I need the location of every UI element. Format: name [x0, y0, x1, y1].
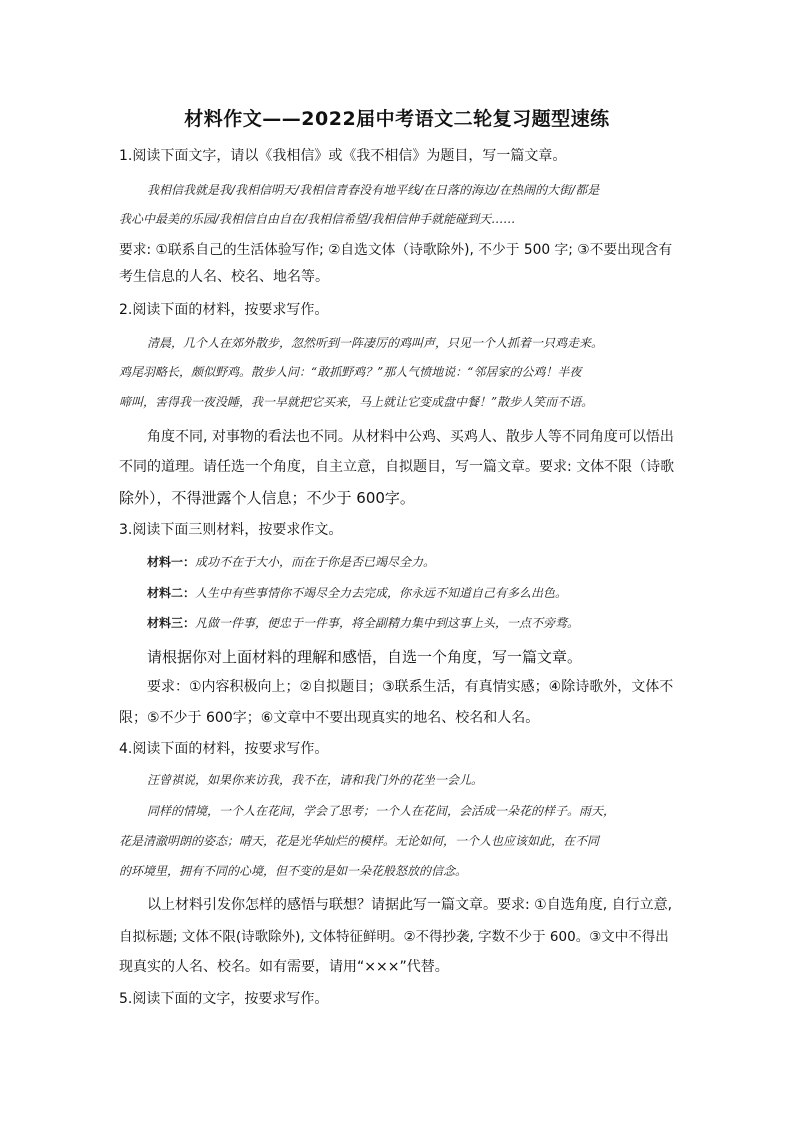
question-2-prompt: 2.阅读下面的材料，按要求写作。: [119, 302, 329, 318]
question-4-material-line: 花是清澈明朗的姿态；晴天，花是光华灿烂的模样。无论如何，一个人也应该如此，在不同: [119, 834, 600, 848]
question-2-material-line: 啼叫，害得我一夜没睡，我一早就把它买来，马上就让它变成盘中餐！”散步人笑而不语。: [119, 395, 594, 409]
question-1-material-line: 我心中最美的乐园/我相信自由自在/我相信希望/我相信伸手就能碰到天……: [119, 212, 516, 226]
question-2-material-line: 清晨，几个人在郊外散步，忽然听到一阵凄厉的鸡叫声，只见一个人抓着一只鸡走来。: [147, 336, 604, 350]
question-4-material-line: 的环境里，拥有不同的心境，但不变的是如一朵花般怒放的信念。: [119, 864, 468, 878]
question-2-material-line: 鸡尾羽略长，颇似野鸡。散步人问：“敢抓野鸡？”那人气愤地说：“邻居家的公鸡！半夜: [119, 365, 582, 379]
question-1-material-line: 我相信我就是我/我相信明天/我相信青春没有地平线/在日落的海边/在热闹的大街/都是: [147, 183, 600, 197]
material-text: 成功不在于大小，而在于你是否已竭尽全力。: [195, 555, 436, 569]
question-2-requirement-line: 角度不同, 对事物的看法也不同。从材料中公鸡、买鸡人、散步人等不同角度可以悟出: [147, 429, 674, 445]
question-4-requirement-line: 自拟标题; 文体不限(诗歌除外), 文体特征鲜明。②不得抄袭, 字数不少于 600。③文中不得出: [119, 929, 669, 945]
question-3-requirement-line: 限；⑤不少于 600字；⑥文章中不要出现真实的地名、校名和人名。: [119, 710, 540, 726]
question-4-prompt: 4.阅读下面的材料，按要求写作。: [119, 741, 329, 757]
question-1-requirement-line: 要求: ①联系自己的生活体验写作; ②自选文体（诗歌除外), 不少于 500 字; ③不要出现含有: [119, 242, 673, 258]
question-3-instruction: 请根据你对上面材料的理解和感悟，自选一个角度，写一篇文章。: [147, 648, 583, 666]
question-3-prompt: 3.阅读下面三则材料，按要求作文。: [119, 522, 343, 538]
question-1-prompt: 1.阅读下面文字，请以《我相信》或《我不相信》为题目，写一篇文章。: [119, 148, 567, 164]
material-label: 材料一：: [147, 555, 196, 569]
material-label: 材料二：: [147, 586, 196, 600]
question-4-material-line: 汪曾祺说，如果你来访我，我不在，请和我门外的花坐一会儿。: [147, 773, 484, 787]
question-5-prompt: 5.阅读下面的文字，按要求写作。: [119, 991, 329, 1007]
question-3-material-1: [147, 553, 435, 570]
material-text: 人生中有些事情你不竭尽全力去完成，你永远不知道自己有多么出色。: [195, 586, 568, 600]
question-4-requirement-line: 现真实的人名、校名。如有需要，请用“×××”代替。: [119, 959, 449, 975]
question-2-requirement-line: 除外），不得泄露个人信息；不少于 600字。: [119, 489, 415, 507]
question-4-material-line: 同样的情境，一个人在花间，学会了思考；一个人在花间，会活成一朵花的样子。雨天，: [147, 804, 616, 818]
question-2-requirement-line: 不同的道理。请任选一个角度，自主立意，自拟题目，写一篇文章。要求: 文体不限（诗歌: [119, 459, 675, 475]
question-1-requirement-line: 考生信息的人名、校名、地名等。: [119, 269, 329, 285]
question-4-requirement-line: 以上材料引发你怎样的感悟与联想？请据此写一篇文章。要求: ①自选角度, 自行立意,: [147, 897, 673, 913]
page-title: 材料作文——2022届中考语文二轮复习题型速练: [184, 108, 610, 130]
material-label: 材料三：: [147, 616, 196, 630]
question-3-material-2: [147, 584, 567, 601]
question-3-material-3: [147, 614, 579, 631]
question-3-requirement-line: 要求：①内容积极向上；②自拟题目；③联系生活，有真情实感；④除诗歌外，文体不: [147, 679, 674, 695]
material-text: 凡做一件事，便忠于一件事，将全副精力集中到这事上头，一点不旁骛。: [195, 616, 580, 630]
